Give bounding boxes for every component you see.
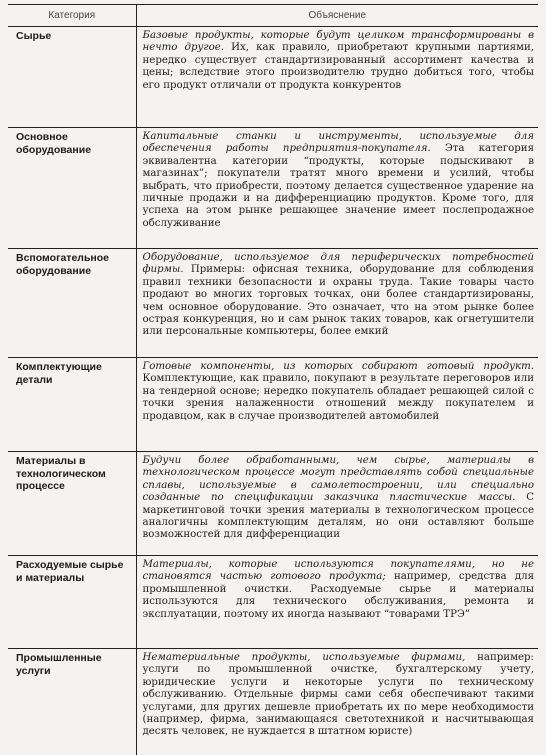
explanation-text: Комплектующие, как правило, покупают в результате переговоров или на тендерной основе; нередко покупатель обладает решающей силой с точки зрения налаженности отношений между покупателем и продавцом, как в случае производителей автомобилей xyxy=(143,373,535,421)
table-row xyxy=(8,649,538,755)
table-row xyxy=(8,452,538,556)
explanation-text: Эта категория эквивалентна категории “продукты, которые подыскивают в магазинах”; покупатели тратят много времени и усилий, чтобы выбрать, что приобрести, поэтому делается существенное ударение на личные продажи и на дифференциацию продуктов. Кроме того, для успеха на этом рынке решающее значение имеет послепродажное обслуживание xyxy=(143,143,535,228)
explanation-cell xyxy=(136,452,538,556)
explanation-cell xyxy=(136,556,538,649)
explanation-cell xyxy=(136,649,538,755)
category-cell: Расходуемые сырье и материалы xyxy=(8,556,136,649)
explanation-text: С маркетинговой точки зрения материалы в технологическом процессе аналогичны комплектующим деталям, но они оставляют больше возможностей для дифференциации xyxy=(143,492,535,540)
category-cell: Материалы в технологическом процессе xyxy=(8,452,136,556)
explanation-text: Примеры: офисная техника, оборудование для соблюдения правил техники безопасности и охраны труда. Такие товары часто продают во многих торговых точках, они более стандартизированы, чем основное оборудование. Это означает, что на этом рынке более острая конкуренция, но и сам рынок таких товаров, как огнетушители или персональные компьютеры, более емкий xyxy=(143,264,535,337)
category-cell: Комплектующие детали xyxy=(8,358,136,452)
category-cell: Промышленные услуги xyxy=(8,649,136,755)
document-page xyxy=(8,4,538,722)
explanation-text: например: услуги по промышленной очистке, бухгалтерскому учету, юридические услуги и некоторые услуги по техническому обслуживанию. Отдельные фирмы сами себя обеспечивают такими услугами, для других дешевле приобретать их по мере необходимости (например, фирма, занимающаяся светотехникой и насчитывающая десять человек, не нуждается в штатном юристе) xyxy=(143,652,535,737)
table-row xyxy=(8,249,538,358)
explanation-lead: Готовые компоненты, из которых собирают готовый продукт. xyxy=(143,361,535,372)
explanation-text: например, средства для промышленной очистки. Расходуемые сырье и материалы используются для технического обслуживания, ремонта и эксплуатации, поэтому их иногда называют “товарами ТРЭ” xyxy=(143,571,535,619)
category-cell: Основное оборудование xyxy=(8,128,136,249)
explanation-cell xyxy=(136,128,538,249)
category-cell: Вспомогательное оборудование xyxy=(8,249,136,358)
table-row xyxy=(8,556,538,649)
header-explanation: Объяснение xyxy=(136,5,538,27)
category-cell: Сырье xyxy=(8,27,136,128)
explanation-cell xyxy=(136,249,538,358)
table-row xyxy=(8,128,538,249)
industrial-goods-table xyxy=(8,4,538,755)
table-header xyxy=(8,5,538,27)
explanation-lead: Базовые продукты, которые будут целиком трансформированы в нечто другое. xyxy=(143,30,535,53)
explanation-lead: Нематериальные продукты, используемые фирмами, xyxy=(143,652,466,663)
explanation-cell xyxy=(136,27,538,128)
header-category: Категория xyxy=(8,5,136,27)
explanation-lead: Капитальные станки и инструменты, используемые для обеспечения работы предприятия-покупателя. xyxy=(143,131,535,154)
explanation-cell xyxy=(136,358,538,452)
table-row xyxy=(8,27,538,128)
explanation-lead: Оборудование, используемое для периферических потребностей фирмы. xyxy=(143,252,535,275)
table-row xyxy=(8,358,538,452)
explanation-lead: Материалы, которые используются покупателями, но не становятся частью готового продукта; xyxy=(143,559,535,582)
explanation-text: Их, как правило, приобретают крупными партиями, нередко существует стандартизированный ассортимент качества и цены; вследствие этого производителю трудно добиться того, чтобы его продукт отличали от продукта конкурентов xyxy=(143,42,535,90)
explanation-lead: Будучи более обработанными, чем сырье, материалы в технологическом процессе могут представлять собой специальные сплавы, используемые в самолетостроении, или специально созданные по спецификации заказчика пластические массы. xyxy=(143,455,535,503)
